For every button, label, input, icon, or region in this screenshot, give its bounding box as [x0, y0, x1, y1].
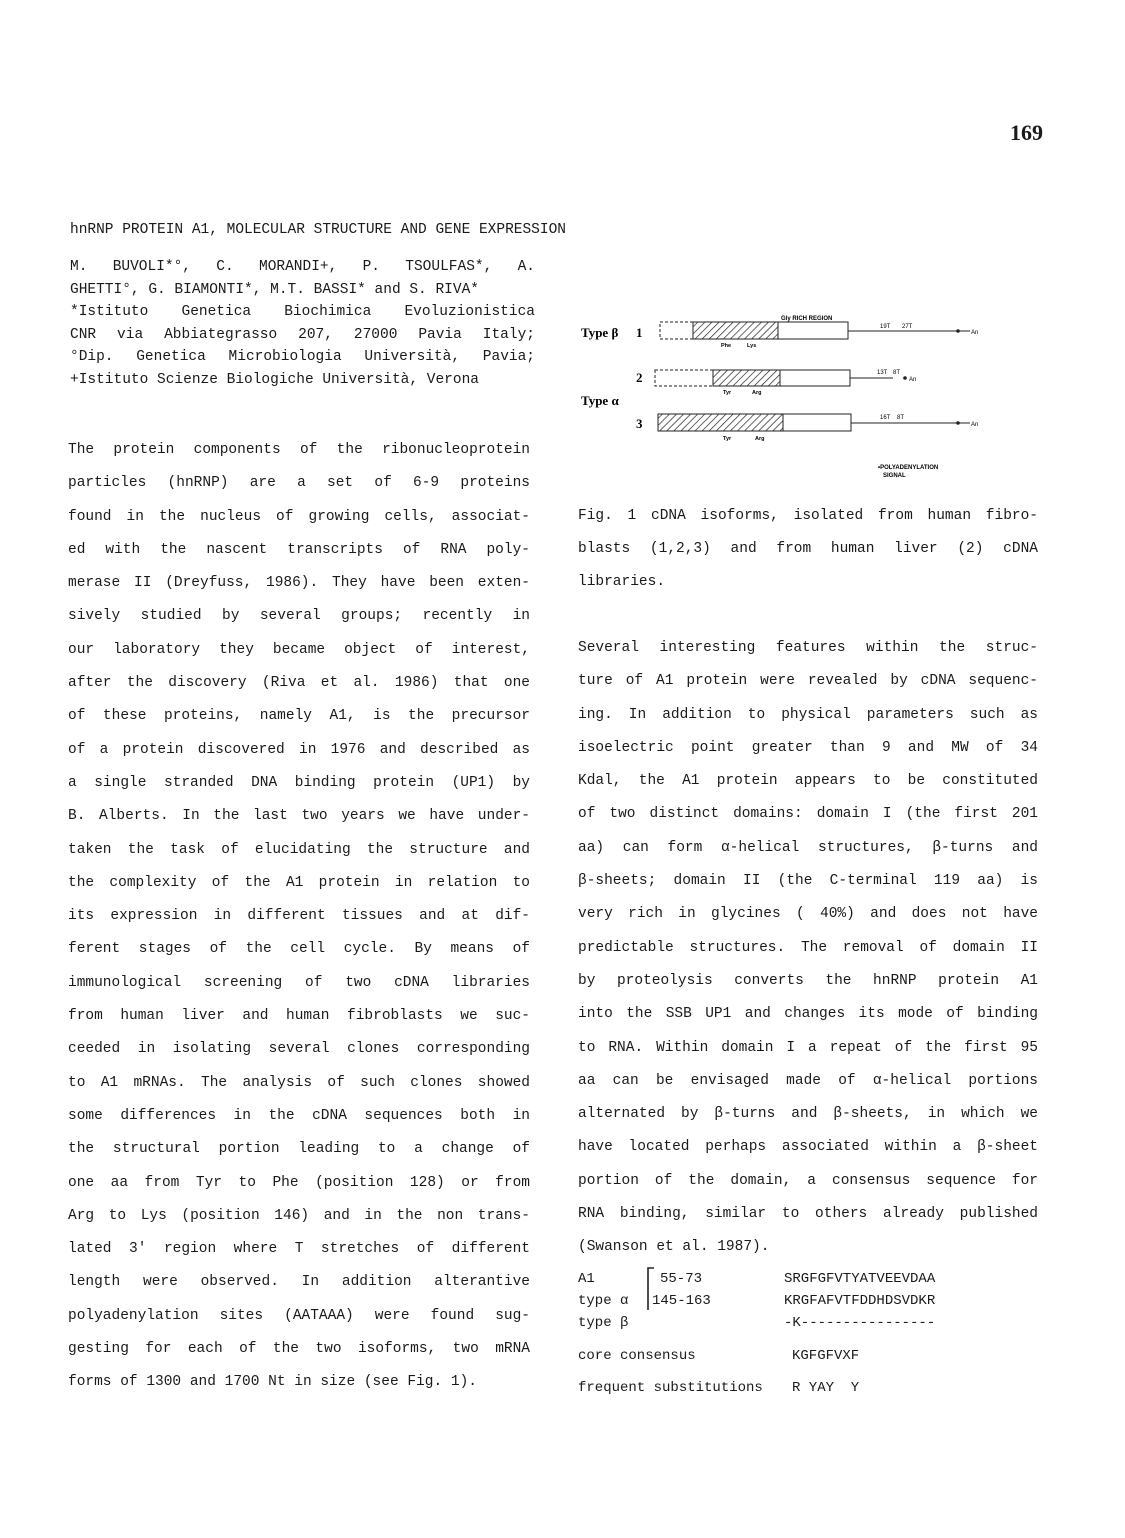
- text-line: some differences in the cDNA sequences both in: [68, 1107, 530, 1124]
- type-alpha-seq-label: type α: [578, 1293, 629, 1309]
- text-line: one aa from Tyr to Phe (position 128) or from: [68, 1174, 530, 1191]
- type-alpha-label: Type α: [581, 393, 619, 408]
- text-line: length were observed. In addition alterantive: [68, 1274, 530, 1291]
- sub-label: Arg: [752, 390, 762, 396]
- text-line: after the discovery (Riva et al. 1986) that one: [68, 675, 530, 692]
- text-line: particles (hnRNP) are a set of 6-9 proteins: [68, 475, 530, 492]
- text-line: of two distinct domains: domain I (the first 201: [578, 806, 1038, 823]
- sequence-row: SRGFGFVTYATVEEVDAA: [784, 1271, 936, 1287]
- affiliation-line: °Dip. Genetica Microbiologia Università, Pavia;: [70, 349, 535, 365]
- core-consensus-label: core consensus: [578, 1348, 696, 1364]
- text-line: by proteolysis converts the hnRNP protein A1: [578, 972, 1038, 989]
- t-stretch-mark: 8T: [893, 370, 901, 376]
- type-beta-label: Type β: [581, 325, 619, 340]
- text-line: aa can be envisaged made of α-helical portions: [578, 1072, 1038, 1089]
- t-stretch-mark: 13T: [877, 370, 888, 376]
- utr-5-dashed: [660, 322, 693, 339]
- text-line: found in the nucleus of growing cells, associat-: [68, 508, 530, 525]
- cdna-isoforms-figure: [575, 310, 995, 490]
- paper-title: hnRNP PROTEIN A1, MOLECULAR STRUCTURE AND GENE EXPRESSION: [70, 222, 566, 238]
- text-line: have located perhaps associated within a β-sheet: [578, 1139, 1038, 1156]
- sub-label: Tyr: [723, 390, 732, 396]
- caption-line: libraries.: [578, 574, 666, 590]
- polyadenylation-site: [956, 421, 960, 425]
- range-label: 55-73: [660, 1271, 703, 1287]
- gly-rich-box: [780, 370, 850, 386]
- text-line: predictable structures. The removal of domain II: [578, 939, 1038, 956]
- sequence-row: -K----------------: [784, 1315, 936, 1331]
- range-label: 145-163: [652, 1293, 711, 1309]
- text-line: The protein components of the ribonucleoprotein: [68, 442, 530, 458]
- legend-text: •POLYADENYLATION: [878, 465, 939, 471]
- text-line: ed with the nascent transcripts of RNA poly-: [68, 541, 530, 558]
- text-line: B. Alberts. In the last two years we have under-: [68, 808, 530, 825]
- text-line: very rich in glycines ( 40%) and does not have: [578, 906, 1038, 923]
- caption-line: blasts (1,2,3) and from human liver (2) cDNA: [578, 541, 1038, 557]
- t-stretch-mark: 27T: [902, 324, 913, 330]
- text-line: gesting for each of the two isoforms, two mRNA: [68, 1341, 530, 1358]
- row-3-label: 3: [636, 416, 643, 431]
- domain-i-hatched: [658, 414, 783, 431]
- left-column-text: [68, 434, 530, 1400]
- poly-a-label: An: [909, 377, 917, 383]
- text-line: β-sheets; domain II (the C-terminal 119 aa) is: [578, 873, 1038, 890]
- text-line: the structural portion leading to a change of: [68, 1141, 530, 1158]
- text-line: sively studied by several groups; recently in: [68, 608, 530, 625]
- row-1-label: 1: [636, 325, 643, 340]
- text-line: ferent stages of the cell cycle. By means of: [68, 941, 530, 958]
- text-line: to A1 mRNAs. The analysis of such clones showed: [68, 1074, 530, 1091]
- core-consensus-sequence: KGFGFVXF: [792, 1348, 860, 1364]
- gly-rich-box: [783, 414, 851, 431]
- text-line: a single stranded DNA binding protein (UP1) by: [68, 774, 530, 791]
- sub-label: Arg: [755, 436, 765, 442]
- figure-caption: [578, 500, 1038, 599]
- polyadenylation-site: [956, 329, 960, 333]
- type-beta-seq-label: type β: [578, 1315, 629, 1331]
- domain-i-hatched: [713, 370, 780, 386]
- text-line: aa) can form α-helical structures, β-turns and: [578, 839, 1038, 856]
- sub-label: Phe: [721, 343, 732, 349]
- affiliation-line: +Istituto Scienze Biologiche Università, Verona: [70, 371, 479, 388]
- text-line: from human liver and human fibroblasts we suc-: [68, 1008, 530, 1025]
- caption-line: Fig. 1 cDNA isoforms, isolated from human fibro-: [578, 508, 1038, 524]
- t-stretch-mark: 16T: [880, 415, 891, 421]
- text-line: lated 3' region where T stretches of different: [68, 1241, 530, 1258]
- poly-a-label: An: [971, 422, 979, 428]
- text-line: forms of 1300 and 1700 Nt in size (see Fig. 1).: [68, 1374, 477, 1391]
- row-2-label: 2: [636, 370, 643, 385]
- gly-rich-box: [778, 322, 848, 339]
- utr-5-dashed: [655, 370, 713, 386]
- text-line: of these proteins, namely A1, is the precursor: [68, 708, 530, 725]
- gly-region-label: Gly RICH REGION: [781, 316, 833, 322]
- text-line: merase II (Dreyfuss, 1986). They have been exten-: [68, 575, 530, 592]
- text-line: of a protein discovered in 1976 and described as: [68, 741, 530, 758]
- domain-i-hatched: [693, 322, 778, 339]
- sequence-row: KRGFAFVTFDDHDSVDKR: [784, 1293, 936, 1309]
- text-line: Kdal, the A1 protein appears to be constituted: [578, 773, 1038, 790]
- t-stretch-mark: 8T: [897, 415, 905, 421]
- poly-a-label: An: [971, 330, 979, 336]
- text-line: ceeded in isolating several clones corresponding: [68, 1041, 530, 1058]
- text-line: Several interesting features within the struc-: [578, 640, 1038, 656]
- sub-label: Tyr: [723, 436, 732, 442]
- text-line: taken the task of elucidating the structure and: [68, 841, 530, 858]
- text-line: immunological screening of two cDNA libraries: [68, 974, 530, 991]
- text-line: into the SSB UP1 and changes its mode of binding: [578, 1006, 1038, 1023]
- text-line: ture of A1 protein were revealed by cDNA sequenc-: [578, 673, 1038, 690]
- text-line: Arg to Lys (position 146) and in the non trans-: [68, 1207, 530, 1224]
- text-line: RNA binding, similar to others already published: [578, 1206, 1038, 1223]
- text-line: the complexity of the A1 protein in relation to: [68, 874, 530, 891]
- text-line: isoelectric point greater than 9 and MW of 34: [578, 739, 1038, 756]
- affiliation-line: CNR via Abbiategrasso 207, 27000 Pavia Italy;: [70, 326, 535, 343]
- author-block: [70, 256, 535, 391]
- frequent-substitutions-label: frequent substitutions: [578, 1380, 763, 1396]
- text-line: (Swanson et al. 1987).: [578, 1239, 770, 1256]
- text-line: polyadenylation sites (AATAAA) were found sug-: [68, 1307, 530, 1324]
- sub-label: Lys: [747, 343, 757, 349]
- polyadenylation-site: [903, 376, 907, 380]
- a1-label: A1: [578, 1271, 595, 1287]
- frequent-substitutions-sequence: R YAY Y: [792, 1380, 860, 1396]
- text-line: its expression in different tissues and at dif-: [68, 908, 530, 925]
- right-column-text: [578, 632, 1038, 1265]
- author-line: M. BUVOLI*°, C. MORANDI+, P. TSOULFAS*, A.: [70, 259, 535, 275]
- text-line: portion of the domain, a consensus sequence for: [578, 1172, 1038, 1189]
- t-stretch-mark: 19T: [880, 324, 891, 330]
- affiliation-line: *Istituto Genetica Biochimica Evoluzionistica: [70, 304, 535, 320]
- legend-text: SIGNAL: [883, 473, 906, 479]
- text-line: alternated by β-turns and β-sheets, in which we: [578, 1106, 1038, 1123]
- page-number: 169: [1010, 120, 1043, 145]
- text-line: ing. In addition to physical parameters such as: [578, 706, 1038, 723]
- text-line: our laboratory they became object of interest,: [68, 641, 530, 658]
- text-line: to RNA. Within domain I a repeat of the first 95: [578, 1039, 1038, 1056]
- author-line: GHETTI°, G. BIAMONTI*, M.T. BASSI* and S. RIVA*: [70, 281, 479, 298]
